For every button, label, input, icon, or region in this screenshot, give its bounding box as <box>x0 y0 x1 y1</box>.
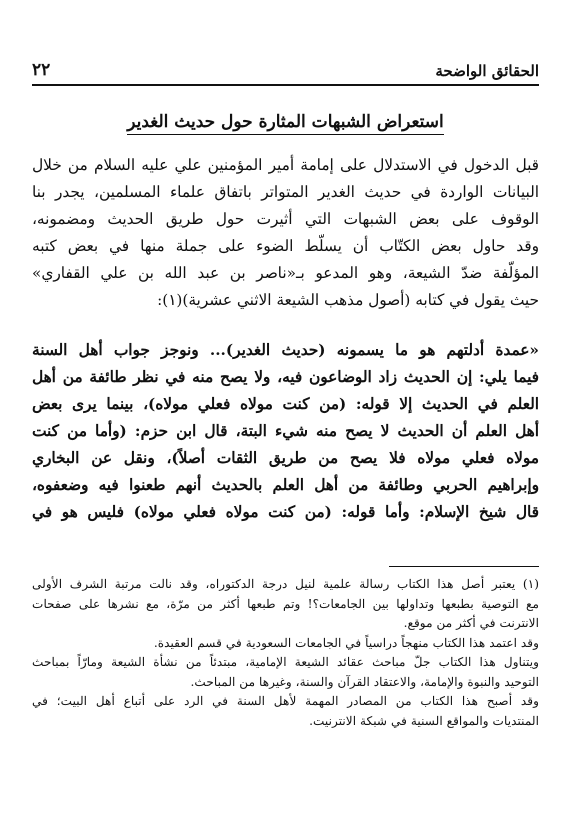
text-line: قبل الدخول في الاستدلال على إمامة أمير المؤمنين علي عليه السلام من خلال <box>32 156 539 174</box>
section-title-text: استعراض الشبهات المثارة حول حديث الغدير <box>127 112 444 135</box>
page-number: ٢٢ <box>32 60 51 80</box>
text-line: حيث يقول في كتابه (أصول مذهب الشيعة الاثني عشرية)(١): <box>157 291 539 309</box>
footnote-line: (١) يعتبر أصل هذا الكتاب رسالة علمية لنيل درجة الدكتوراه، وقد نالت مرتبة الشرف الأولى <box>32 577 539 591</box>
paragraph-intro <box>32 152 539 314</box>
text-line: البيانات الواردة في حديث الغدير المتواتر باتفاق علماء المسلمين، يجدر بنا <box>32 183 539 201</box>
footnotes <box>32 575 539 731</box>
footnote-line: مع التوصية بطبعها وتداولها بين الجامعات؟! وتم طبعها أكثر من مرّة، مع نشرها على صفحات <box>32 596 539 611</box>
page-header <box>32 52 539 80</box>
text-line: وقد حاول بعض الكتّاب أن يسلّط الضوء على جملة منها في بعض كتبه <box>32 237 539 255</box>
footnote-line: ويتناول هذا الكتاب جلّ مباحث عقائد الشيعة الإمامية، مبتدئاً من نشأة الشيعة ومارّاً بمباحث <box>32 655 539 669</box>
text-line: أهل العلم أن الحديث لا يصح منه شيء البتة، قال ابن حزم: (وأما من كنت <box>32 422 539 440</box>
text-line: المؤلّفة ضدّ الشيعة، وهو المدعو بـ«ناصر بن عبد الله بن علي القفاري» <box>32 264 539 282</box>
text-line: فيما يلي: إن الحديث زاد الوضاعون فيه، ولا يصح منه في نظر طائفة من أهل <box>32 368 539 386</box>
footnote-line: وقد أصبح هذا الكتاب من المصادر المهمة لأهل السنة في الرد على أتباع أهل البيت؛ في <box>32 694 539 708</box>
footnote-line: الانترنت في أكثر من موقع. <box>403 616 539 630</box>
text-line: مولاه فعلي مولاه فلا يصح من طريق الثقات أصلاً)، ونقل عن البخاري <box>32 449 539 467</box>
footnote-line: وقد اعتمد هذا الكتاب منهجاً دراسياً في الجامعات السعودية في قسم العقيدة. <box>153 635 539 650</box>
header-rule <box>32 84 539 86</box>
text-line: الوقوف على بعض الشبهات التي أثيرت حول طريق الحديث ومضمونه، <box>32 210 539 228</box>
footnote-rule <box>389 566 539 567</box>
text-line: «عمدة أدلتهم هو ما يسمونه (حديث الغدير)... ونوجز جواب أهل السنة <box>32 341 539 359</box>
footnote-line: التوحيد والنبوة والإمامة، والاعتقاد القرآن والسنة، وغيرها من المباحث. <box>190 674 539 689</box>
text-line: قال شيخ الإسلام: وأما قوله: (من كنت مولاه فعلي مولاه) فليس هو في <box>32 503 539 521</box>
footnote-line: المنتديات والمواقع السنية في شبكة الانترنيت. <box>309 713 539 728</box>
text-line: وإبراهيم الحربي وطائفة من أهل العلم بالحديث أنهم طعنوا فيه وضعفوه، <box>32 476 539 494</box>
paragraph-quote <box>32 337 539 526</box>
text-line: العلم في الحديث إلا قوله: (من كنت مولاه فعلي مولاه)، بينما يرى بعض <box>32 395 539 413</box>
section-title <box>32 112 539 132</box>
running-title: الحقائق الواضحة <box>435 62 539 80</box>
